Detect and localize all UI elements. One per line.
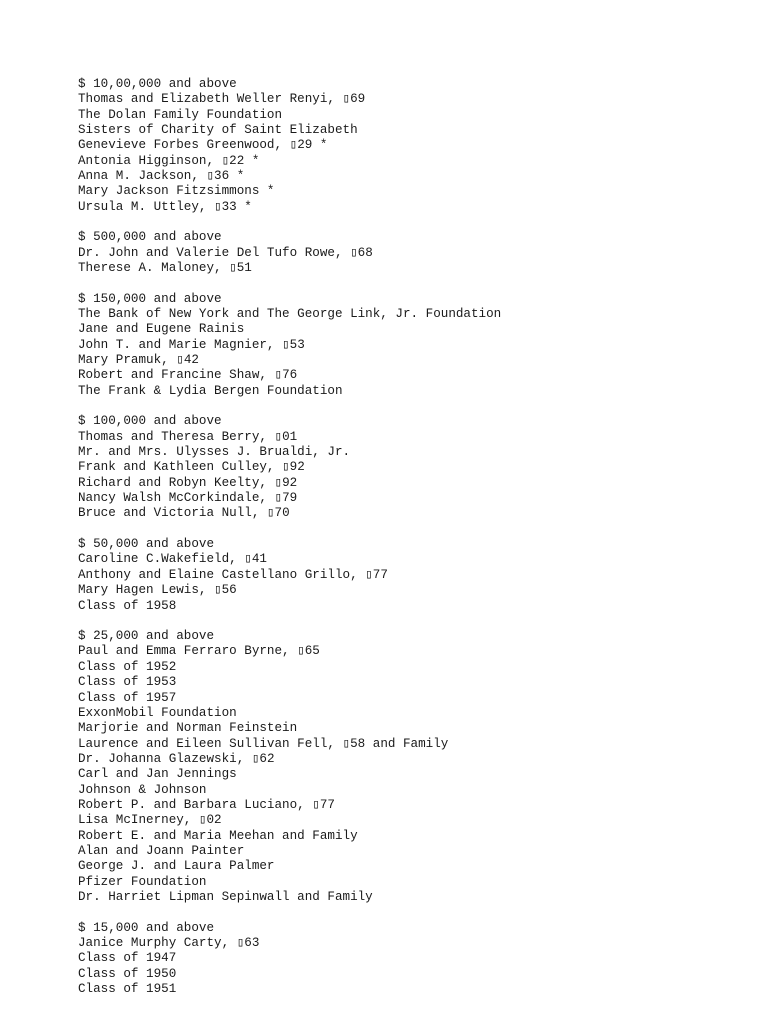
gift-level-heading: $ 500,000 and above xyxy=(78,230,222,245)
donor-entry: Antonia Higginson, ▯22 * xyxy=(78,153,260,168)
donor-entry: Bruce and Victoria Null, ▯70 xyxy=(78,506,290,521)
donor-entry: Pfizer Foundation xyxy=(78,874,207,889)
gift-level-section xyxy=(78,414,768,521)
donor-entry: Mary Pramuk, ▯42 xyxy=(78,353,199,368)
donor-entry: The Bank of New York and The George Link, Jr. Foundation xyxy=(78,307,502,322)
donor-entry: Laurence and Eileen Sullivan Fell, ▯58 and Family xyxy=(78,736,449,751)
donor-entry: Ursula M. Uttley, ▯33 * xyxy=(78,199,252,214)
donor-entry: Jane and Eugene Rainis xyxy=(78,322,245,337)
donor-entry: Mary Hagen Lewis, ▯56 xyxy=(78,583,237,598)
donor-entry: Class of 1951 xyxy=(78,982,177,996)
donor-entry: The Dolan Family Foundation xyxy=(78,107,283,122)
donor-entry: Anthony and Elaine Castellano Grillo, ▯77 xyxy=(78,567,388,582)
donor-entry: Class of 1952 xyxy=(78,659,177,674)
donor-entry: Dr. Harriet Lipman Sepinwall and Family xyxy=(78,889,373,904)
donor-entry: Class of 1950 xyxy=(78,966,177,981)
donor-entry: Nancy Walsh McCorkindale, ▯79 xyxy=(78,491,298,506)
gift-level-section xyxy=(78,537,768,614)
donor-entry: Richard and Robyn Keelty, ▯92 xyxy=(78,475,298,490)
donor-entry: Genevieve Forbes Greenwood, ▯29 * xyxy=(78,138,328,153)
donor-entry: Janice Murphy Carty, ▯63 xyxy=(78,935,260,950)
gift-level-heading: $ 15,000 and above xyxy=(78,920,215,935)
gift-level-section xyxy=(78,629,768,905)
gift-level-heading: $ 10,00,000 and above xyxy=(78,77,237,91)
donor-entry: Paul and Emma Ferraro Byrne, ▯65 xyxy=(78,644,320,659)
donor-entry: Class of 1957 xyxy=(78,690,177,705)
donor-entry: Sisters of Charity of Saint Elizabeth xyxy=(78,123,358,138)
donor-entry: Frank and Kathleen Culley, ▯92 xyxy=(78,460,305,475)
donor-entry: Dr. John and Valerie Del Tufo Rowe, ▯68 xyxy=(78,245,373,260)
donor-entry: ExxonMobil Foundation xyxy=(78,705,237,720)
donor-entry: Anna M. Jackson, ▯36 * xyxy=(78,169,245,184)
gift-level-section xyxy=(78,292,768,399)
donor-entry: Therese A. Maloney, ▯51 xyxy=(78,261,252,276)
gift-level-section xyxy=(78,230,768,276)
donor-entry: Class of 1953 xyxy=(78,675,177,690)
donor-entry: Johnson & Johnson xyxy=(78,782,207,797)
gift-level-heading: $ 50,000 and above xyxy=(78,537,215,552)
gift-level-section xyxy=(78,77,768,215)
donor-entry: Thomas and Elizabeth Weller Renyi, ▯69 xyxy=(78,92,366,107)
donor-entry: George J. and Laura Palmer xyxy=(78,859,275,874)
donor-entry: Alan and Joann Painter xyxy=(78,843,245,858)
gift-level-heading: $ 150,000 and above xyxy=(78,291,222,306)
donor-entry: Robert and Francine Shaw, ▯76 xyxy=(78,368,298,383)
donor-entry: Dr. Johanna Glazewski, ▯62 xyxy=(78,751,275,766)
donor-entry: Mary Jackson Fitzsimmons * xyxy=(78,184,275,199)
donor-list-document xyxy=(78,77,768,1013)
gift-level-heading: $ 100,000 and above xyxy=(78,414,222,429)
donor-entry: Carl and Jan Jennings xyxy=(78,767,237,782)
donor-entry: Class of 1947 xyxy=(78,951,177,966)
donor-entry: The Frank & Lydia Bergen Foundation xyxy=(78,383,343,398)
donor-entry: Caroline C.Wakefield, ▯41 xyxy=(78,552,267,567)
donor-entry: Lisa McInerney, ▯02 xyxy=(78,813,222,828)
donor-entry: Marjorie and Norman Feinstein xyxy=(78,721,298,736)
gift-level-section xyxy=(78,921,768,998)
donor-entry: Mr. and Mrs. Ulysses J. Brualdi, Jr. xyxy=(78,445,351,460)
donor-entry: Robert P. and Barbara Luciano, ▯77 xyxy=(78,797,335,812)
donor-entry: Robert E. and Maria Meehan and Family xyxy=(78,828,358,843)
donor-entry: Thomas and Theresa Berry, ▯01 xyxy=(78,429,298,444)
donor-entry: Class of 1958 xyxy=(78,598,177,613)
donor-entry: John T. and Marie Magnier, ▯53 xyxy=(78,337,305,352)
gift-level-heading: $ 25,000 and above xyxy=(78,629,215,644)
